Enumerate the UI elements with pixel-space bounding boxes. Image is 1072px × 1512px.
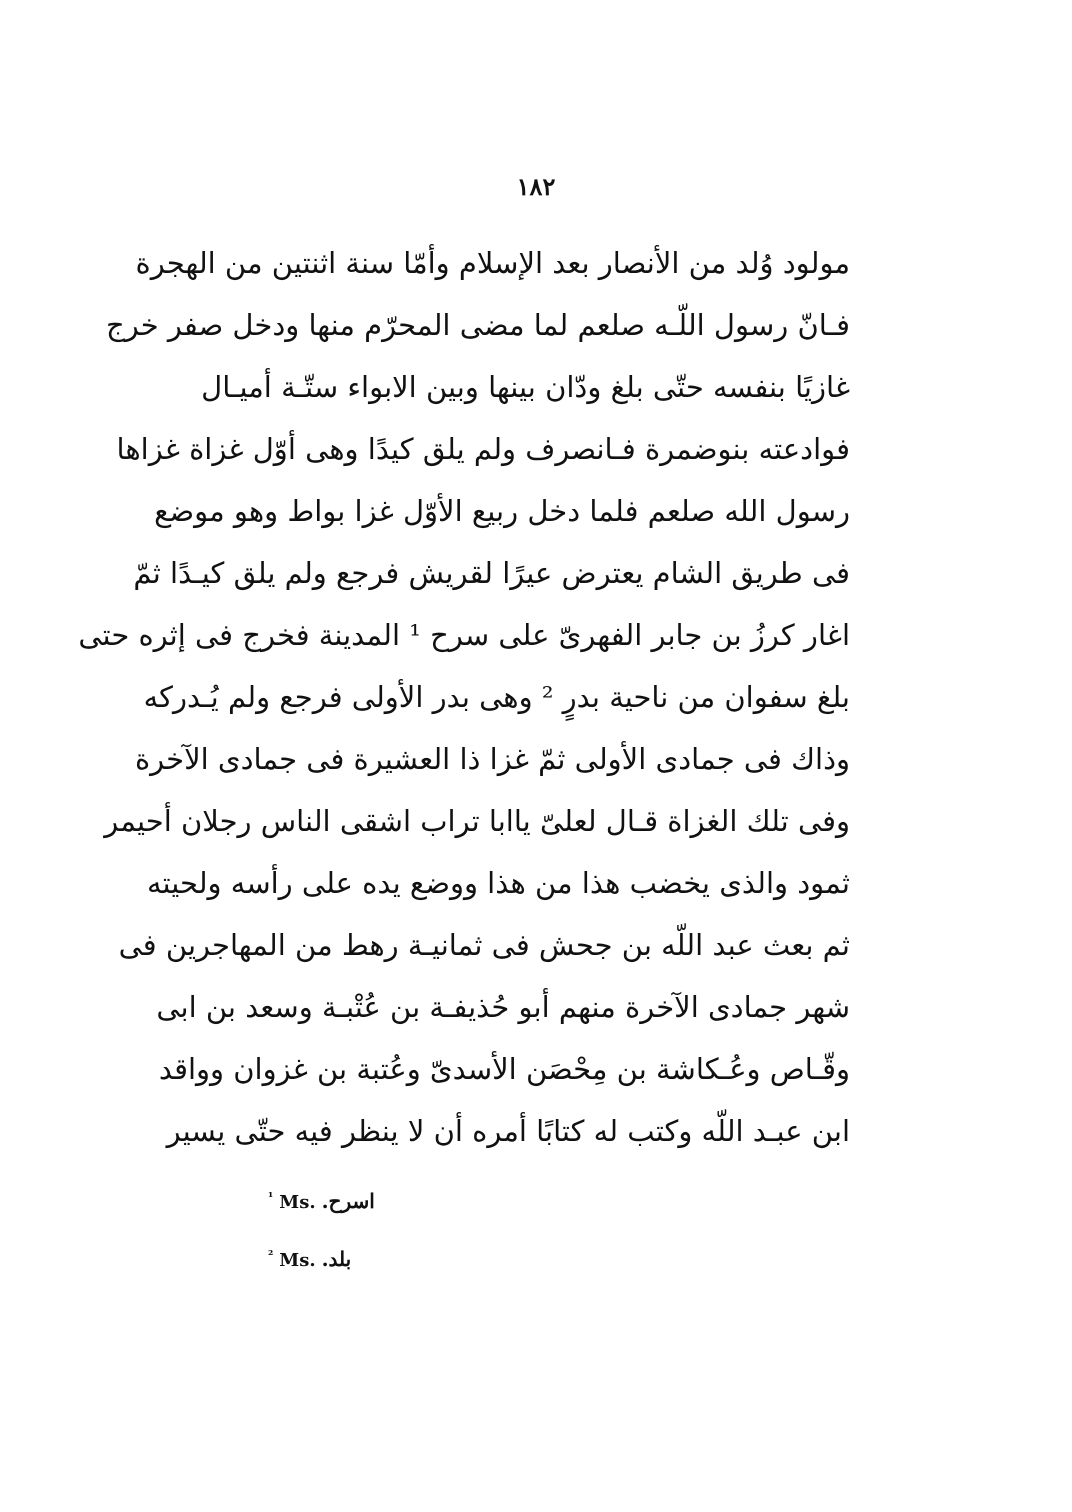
text-line: رسول الله صلعم فلما دخل ربيع الأوّل غزا بواط وهو موضع — [154, 494, 850, 528]
text-line: ابن عبـد اللّه وكتب له كتابًا أمره أن لا ينظر فيه حتّى يسير — [166, 1114, 850, 1148]
text-line: ثم بعث عبد اللّه بن جحش فى ثمانيـة رهط من المهاجرين فى — [118, 928, 850, 962]
footnote-text: اسرح. — [321, 1189, 375, 1213]
text-line: غازيًا بنفسه حتّى بلغ ودّان بينها وبين الابواء ستّـة أميـال — [201, 370, 850, 404]
footnote-label: Ms. — [279, 1192, 316, 1213]
page-number: ١٨٢ — [516, 172, 556, 201]
body-text — [78, 232, 850, 1162]
text-line: فوادعته بنوضمرة فـانصرف ولم يلق كيدًا وهى أوّل غزاة غزاها — [116, 432, 850, 466]
text-line: فـانّ رسول اللّـه صلعم لما مضى المحرّم منها ودخل صفر خرج — [106, 308, 850, 342]
text-line: وفى تلك الغزاة قـال لعلىّ ياابا تراب اشقى الناس رجلان أحيمر — [104, 804, 850, 838]
text-line: اغار كرزُ بن جابر الفهرىّ على سرح ¹ المدينة فخرج فى إثره حتى — [78, 618, 850, 652]
footnote-mark: ² — [268, 1248, 274, 1262]
text-line: وقّـاص وعُـكاشة بن مِحْصَن الأسدىّ وعُتبة بن غزوان وواقد — [158, 1052, 850, 1086]
footnote-label: Ms. — [279, 1250, 316, 1271]
text-line: بلغ سفوان من ناحية بدرٍ ² وهى بدر الأولى فرجع ولم يُـدركه — [143, 680, 850, 714]
text-line: شهر جمادى الآخرة منهم أبو حُذيفـة بن عُتْبـة وسعد بن ابى — [156, 990, 850, 1024]
footnote-mark: ¹ — [268, 1190, 274, 1204]
footnote-text: بلد. — [321, 1247, 352, 1271]
footnote-2 — [268, 1240, 568, 1298]
footnote-1 — [268, 1182, 568, 1240]
footnotes — [268, 1182, 568, 1298]
text-line: ثمود والذى يخضب هذا من هذا ووضع يده على رأسه ولحيته — [146, 866, 850, 900]
text-line: مولود وُلد من الأنصار بعد الإسلام وأمّا سنة اثنتين من الهجرة — [135, 246, 850, 280]
text-line: فى طريق الشام يعترض عيرًا لقريش فرجع ولم يلق كيـدًا ثمّ — [133, 556, 850, 590]
text-line: وذاك فى جمادى الأولى ثمّ غزا ذا العشيرة فى جمادى الآخرة — [134, 742, 850, 776]
